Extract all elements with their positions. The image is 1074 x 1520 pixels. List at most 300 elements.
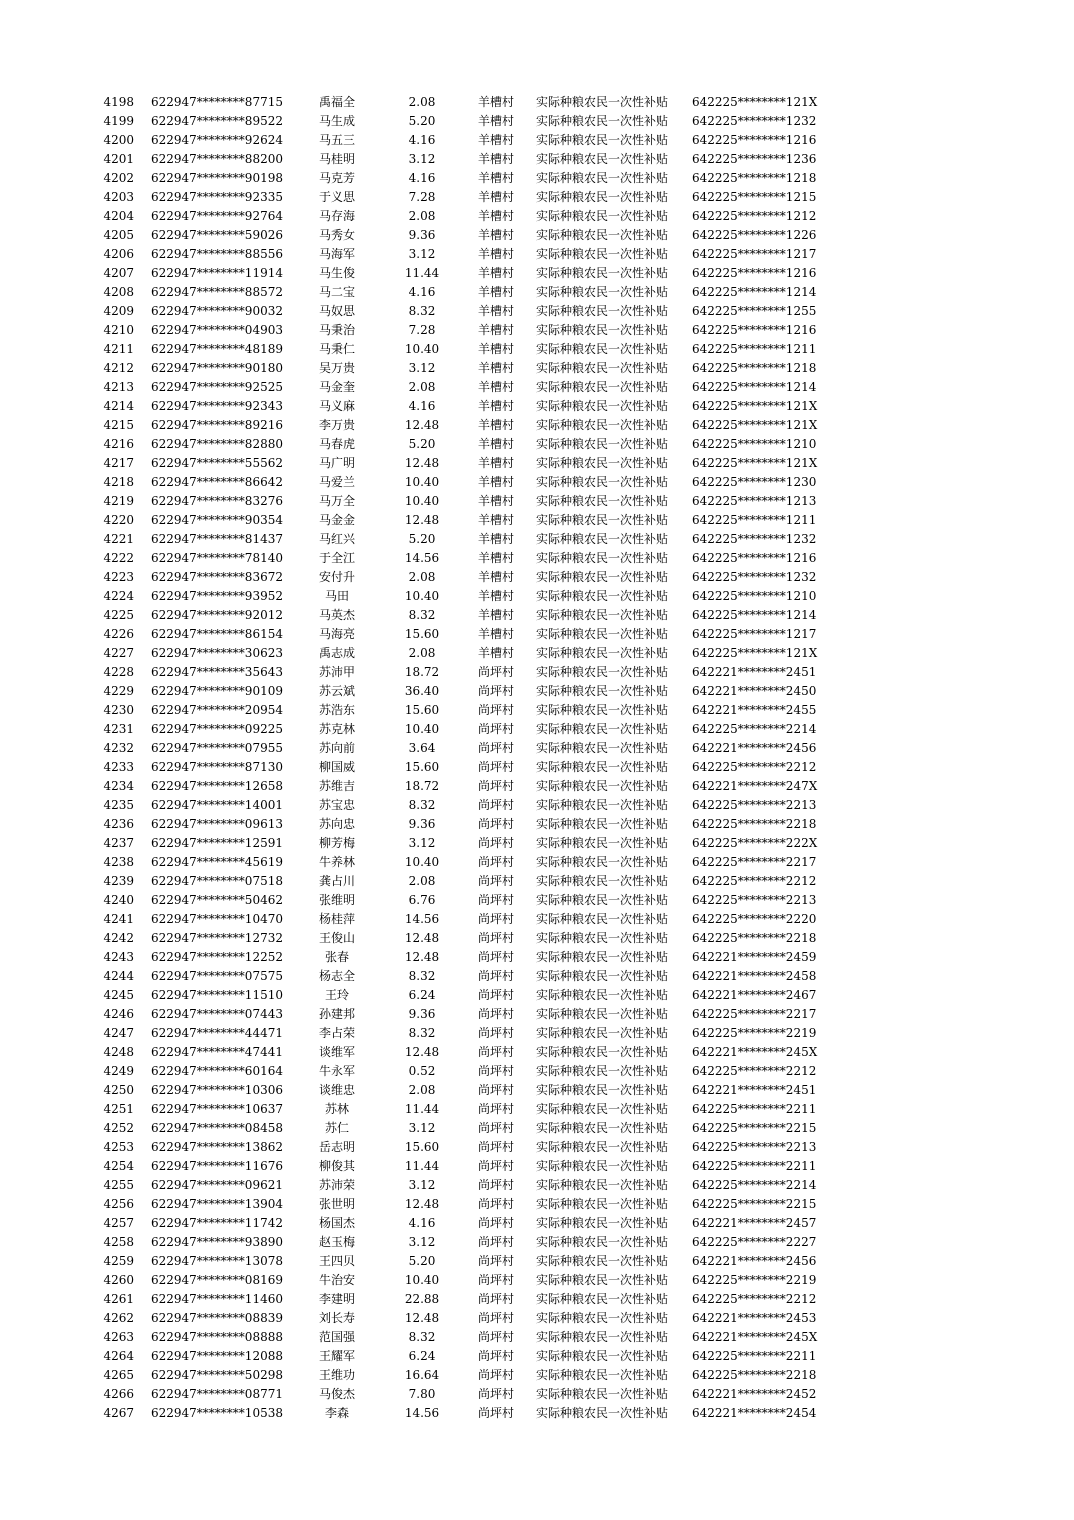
row-number: 4232 bbox=[103, 741, 134, 755]
subsidy-type: 实际种粮农民一次性补贴 bbox=[536, 1330, 669, 1344]
farmer-name: 张世明 bbox=[318, 1197, 355, 1211]
account-number: 622947********87130 bbox=[151, 760, 283, 774]
row-number: 4214 bbox=[103, 399, 134, 413]
village-name: 尚坪村 bbox=[477, 1387, 514, 1401]
subsidy-amount: 12.48 bbox=[404, 456, 440, 470]
subsidy-type: 实际种粮农民一次性补贴 bbox=[536, 874, 669, 888]
subsidy-type: 实际种粮农民一次性补贴 bbox=[536, 171, 669, 185]
table-row bbox=[0, 93, 1074, 112]
id-number: 642225********1214 bbox=[692, 285, 817, 299]
account-number: 622947********78140 bbox=[151, 551, 283, 565]
farmer-name: 苏仁 bbox=[324, 1121, 349, 1135]
subsidy-amount: 12.48 bbox=[404, 1045, 440, 1059]
id-number: 642225********2213 bbox=[692, 1140, 817, 1154]
row-number: 4252 bbox=[103, 1121, 134, 1135]
subsidy-amount: 4.16 bbox=[408, 133, 436, 147]
row-number: 4207 bbox=[103, 266, 134, 280]
subsidy-type: 实际种粮农民一次性补贴 bbox=[536, 570, 669, 584]
row-number: 4204 bbox=[103, 209, 134, 223]
account-number: 622947********88556 bbox=[151, 247, 283, 261]
table-row bbox=[0, 1024, 1074, 1043]
subsidy-amount: 10.40 bbox=[404, 1273, 440, 1287]
table-row bbox=[0, 1157, 1074, 1176]
farmer-name: 王俊山 bbox=[318, 931, 355, 945]
village-name: 羊槽村 bbox=[477, 190, 514, 204]
farmer-name: 马二宝 bbox=[318, 285, 355, 299]
farmer-name: 王耀军 bbox=[318, 1349, 355, 1363]
subsidy-amount: 8.32 bbox=[408, 969, 436, 983]
subsidy-amount: 18.72 bbox=[404, 665, 440, 679]
account-number: 622947********10306 bbox=[151, 1083, 283, 1097]
village-name: 羊槽村 bbox=[477, 551, 514, 565]
subsidy-type: 实际种粮农民一次性补贴 bbox=[536, 893, 669, 907]
subsidy-amount: 2.08 bbox=[408, 209, 436, 223]
account-number: 622947********09621 bbox=[151, 1178, 283, 1192]
id-number: 642225********2212 bbox=[692, 1064, 817, 1078]
table-row bbox=[0, 739, 1074, 758]
village-name: 尚坪村 bbox=[477, 1197, 514, 1211]
row-number: 4253 bbox=[103, 1140, 134, 1154]
farmer-name: 孙建邦 bbox=[318, 1007, 355, 1021]
village-name: 尚坪村 bbox=[477, 817, 514, 831]
village-name: 羊槽村 bbox=[477, 437, 514, 451]
farmer-name: 赵玉梅 bbox=[318, 1235, 355, 1249]
village-name: 尚坪村 bbox=[477, 1026, 514, 1040]
village-name: 羊槽村 bbox=[477, 494, 514, 508]
subsidy-amount: 3.12 bbox=[408, 836, 436, 850]
village-name: 羊槽村 bbox=[477, 342, 514, 356]
village-name: 尚坪村 bbox=[477, 874, 514, 888]
row-number: 4215 bbox=[103, 418, 134, 432]
farmer-name: 张春 bbox=[324, 950, 349, 964]
village-name: 尚坪村 bbox=[477, 1254, 514, 1268]
row-number: 4202 bbox=[103, 171, 134, 185]
village-name: 尚坪村 bbox=[477, 988, 514, 1002]
subsidy-type: 实际种粮农民一次性补贴 bbox=[536, 646, 669, 660]
subsidy-type: 实际种粮农民一次性补贴 bbox=[536, 1216, 669, 1230]
village-name: 羊槽村 bbox=[477, 513, 514, 527]
subsidy-amount: 9.36 bbox=[408, 228, 436, 242]
account-number: 622947********90109 bbox=[151, 684, 283, 698]
village-name: 尚坪村 bbox=[477, 760, 514, 774]
table-row bbox=[0, 834, 1074, 853]
id-number: 642221********247X bbox=[692, 779, 818, 793]
subsidy-type: 实际种粮农民一次性补贴 bbox=[536, 361, 669, 375]
subsidy-amount: 10.40 bbox=[404, 494, 440, 508]
farmer-name: 马义麻 bbox=[318, 399, 355, 413]
subsidy-amount: 7.28 bbox=[408, 190, 436, 204]
farmer-name: 禹志成 bbox=[318, 646, 355, 660]
village-name: 尚坪村 bbox=[477, 1273, 514, 1287]
row-number: 4255 bbox=[103, 1178, 134, 1192]
subsidy-amount: 9.36 bbox=[408, 1007, 436, 1021]
subsidy-amount: 3.12 bbox=[408, 152, 436, 166]
subsidy-amount: 14.56 bbox=[404, 1406, 440, 1420]
row-number: 4245 bbox=[103, 988, 134, 1002]
account-number: 622947********13078 bbox=[151, 1254, 283, 1268]
account-number: 622947********13904 bbox=[151, 1197, 283, 1211]
subsidy-type: 实际种粮农民一次性补贴 bbox=[536, 456, 669, 470]
village-name: 尚坪村 bbox=[477, 1102, 514, 1116]
village-name: 羊槽村 bbox=[477, 589, 514, 603]
account-number: 622947********20954 bbox=[151, 703, 283, 717]
subsidy-table bbox=[0, 93, 1074, 1423]
village-name: 羊槽村 bbox=[477, 418, 514, 432]
account-number: 622947********60164 bbox=[151, 1064, 283, 1078]
village-name: 尚坪村 bbox=[477, 1330, 514, 1344]
subsidy-amount: 12.48 bbox=[404, 418, 440, 432]
farmer-name: 岳志明 bbox=[318, 1140, 355, 1154]
subsidy-amount: 15.60 bbox=[404, 1140, 440, 1154]
table-row bbox=[0, 758, 1074, 777]
subsidy-type: 实际种粮农民一次性补贴 bbox=[536, 494, 669, 508]
village-name: 羊槽村 bbox=[477, 114, 514, 128]
subsidy-amount: 2.08 bbox=[408, 874, 436, 888]
table-row bbox=[0, 549, 1074, 568]
account-number: 622947********08771 bbox=[151, 1387, 283, 1401]
table-row bbox=[0, 1366, 1074, 1385]
farmer-name: 安付升 bbox=[318, 570, 355, 584]
row-number: 4198 bbox=[103, 95, 134, 109]
row-number: 4261 bbox=[103, 1292, 134, 1306]
row-number: 4241 bbox=[103, 912, 134, 926]
account-number: 622947********07575 bbox=[151, 969, 283, 983]
id-number: 642225********2218 bbox=[692, 1368, 817, 1382]
subsidy-amount: 12.48 bbox=[404, 513, 440, 527]
account-number: 622947********93952 bbox=[151, 589, 283, 603]
village-name: 羊槽村 bbox=[477, 285, 514, 299]
row-number: 4229 bbox=[103, 684, 134, 698]
farmer-name: 龚占川 bbox=[318, 874, 355, 888]
id-number: 642225********2217 bbox=[692, 1007, 817, 1021]
row-number: 4265 bbox=[103, 1368, 134, 1382]
row-number: 4246 bbox=[103, 1007, 134, 1021]
village-name: 尚坪村 bbox=[477, 969, 514, 983]
id-number: 642225********1216 bbox=[692, 551, 817, 565]
subsidy-type: 实际种粮农民一次性补贴 bbox=[536, 817, 669, 831]
subsidy-amount: 11.44 bbox=[404, 1159, 440, 1173]
subsidy-amount: 2.08 bbox=[408, 380, 436, 394]
account-number: 622947********30623 bbox=[151, 646, 283, 660]
account-number: 622947********92525 bbox=[151, 380, 283, 394]
subsidy-amount: 7.80 bbox=[408, 1387, 436, 1401]
row-number: 4201 bbox=[103, 152, 134, 166]
subsidy-type: 实际种粮农民一次性补贴 bbox=[536, 931, 669, 945]
village-name: 尚坪村 bbox=[477, 1007, 514, 1021]
subsidy-amount: 10.40 bbox=[404, 855, 440, 869]
subsidy-type: 实际种粮农民一次性补贴 bbox=[536, 513, 669, 527]
id-number: 642225********2217 bbox=[692, 855, 817, 869]
farmer-name: 苏浩东 bbox=[318, 703, 355, 717]
subsidy-type: 实际种粮农民一次性补贴 bbox=[536, 589, 669, 603]
village-name: 尚坪村 bbox=[477, 1083, 514, 1097]
subsidy-amount: 3.64 bbox=[408, 741, 436, 755]
subsidy-type: 实际种粮农民一次性补贴 bbox=[536, 190, 669, 204]
subsidy-type: 实际种粮农民一次性补贴 bbox=[536, 551, 669, 565]
row-number: 4254 bbox=[103, 1159, 134, 1173]
id-number: 642225********1216 bbox=[692, 323, 817, 337]
subsidy-amount: 11.44 bbox=[404, 1102, 440, 1116]
id-number: 642221********2456 bbox=[692, 1254, 817, 1268]
id-number: 642225********2219 bbox=[692, 1273, 817, 1287]
row-number: 4236 bbox=[103, 817, 134, 831]
subsidy-type: 实际种粮农民一次性补贴 bbox=[536, 969, 669, 983]
id-number: 642225********2213 bbox=[692, 893, 817, 907]
table-row bbox=[0, 1271, 1074, 1290]
subsidy-type: 实际种粮农民一次性补贴 bbox=[536, 399, 669, 413]
village-name: 尚坪村 bbox=[477, 1406, 514, 1420]
account-number: 622947********89522 bbox=[151, 114, 283, 128]
account-number: 622947********11510 bbox=[151, 988, 283, 1002]
table-row bbox=[0, 625, 1074, 644]
account-number: 622947********92012 bbox=[151, 608, 283, 622]
village-name: 尚坪村 bbox=[477, 1045, 514, 1059]
id-number: 642225********1212 bbox=[692, 209, 817, 223]
account-number: 622947********59026 bbox=[151, 228, 283, 242]
table-row bbox=[0, 1252, 1074, 1271]
subsidy-amount: 11.44 bbox=[404, 266, 440, 280]
farmer-name: 马田 bbox=[324, 589, 349, 603]
table-row bbox=[0, 644, 1074, 663]
table-row bbox=[0, 568, 1074, 587]
account-number: 622947********11676 bbox=[151, 1159, 283, 1173]
subsidy-type: 实际种粮农民一次性补贴 bbox=[536, 1406, 669, 1420]
row-number: 4222 bbox=[103, 551, 134, 565]
table-row bbox=[0, 302, 1074, 321]
farmer-name: 马广明 bbox=[318, 456, 355, 470]
table-row bbox=[0, 188, 1074, 207]
village-name: 尚坪村 bbox=[477, 1178, 514, 1192]
subsidy-amount: 5.20 bbox=[408, 1254, 436, 1268]
id-number: 642225********1215 bbox=[692, 190, 817, 204]
id-number: 642225********2211 bbox=[692, 1349, 817, 1363]
farmer-name: 杨国杰 bbox=[318, 1216, 355, 1230]
subsidy-amount: 15.60 bbox=[404, 627, 440, 641]
farmer-name: 刘长寿 bbox=[318, 1311, 355, 1325]
id-number: 642225********121X bbox=[692, 418, 818, 432]
village-name: 尚坪村 bbox=[477, 893, 514, 907]
village-name: 尚坪村 bbox=[477, 741, 514, 755]
village-name: 尚坪村 bbox=[477, 779, 514, 793]
account-number: 622947********07955 bbox=[151, 741, 283, 755]
account-number: 622947********45619 bbox=[151, 855, 283, 869]
id-number: 642225********1213 bbox=[692, 494, 817, 508]
table-row bbox=[0, 1328, 1074, 1347]
table-row bbox=[0, 245, 1074, 264]
table-row bbox=[0, 796, 1074, 815]
farmer-name: 李占荣 bbox=[318, 1026, 355, 1040]
subsidy-amount: 4.16 bbox=[408, 399, 436, 413]
subsidy-amount: 3.12 bbox=[408, 361, 436, 375]
id-number: 642221********2451 bbox=[692, 665, 817, 679]
subsidy-amount: 9.36 bbox=[408, 817, 436, 831]
account-number: 622947********92343 bbox=[151, 399, 283, 413]
id-number: 642225********2227 bbox=[692, 1235, 817, 1249]
subsidy-type: 实际种粮农民一次性补贴 bbox=[536, 665, 669, 679]
subsidy-type: 实际种粮农民一次性补贴 bbox=[536, 608, 669, 622]
subsidy-type: 实际种粮农民一次性补贴 bbox=[536, 1102, 669, 1116]
farmer-name: 马俊杰 bbox=[318, 1387, 355, 1401]
account-number: 622947********07443 bbox=[151, 1007, 283, 1021]
farmer-name: 苏沛甲 bbox=[318, 665, 355, 679]
subsidy-amount: 5.20 bbox=[408, 114, 436, 128]
subsidy-type: 实际种粮农民一次性补贴 bbox=[536, 95, 669, 109]
table-row bbox=[0, 511, 1074, 530]
farmer-name: 柳芳梅 bbox=[318, 836, 355, 850]
id-number: 642225********2212 bbox=[692, 760, 817, 774]
table-row bbox=[0, 986, 1074, 1005]
village-name: 羊槽村 bbox=[477, 361, 514, 375]
table-row bbox=[0, 720, 1074, 739]
farmer-name: 于义思 bbox=[318, 190, 355, 204]
village-name: 羊槽村 bbox=[477, 399, 514, 413]
farmer-name: 柳俊其 bbox=[318, 1159, 355, 1173]
village-name: 羊槽村 bbox=[477, 152, 514, 166]
farmer-name: 王维功 bbox=[318, 1368, 355, 1382]
id-number: 642225********1236 bbox=[692, 152, 817, 166]
id-number: 642225********1226 bbox=[692, 228, 817, 242]
account-number: 622947********12591 bbox=[151, 836, 283, 850]
row-number: 4240 bbox=[103, 893, 134, 907]
farmer-name: 杨志全 bbox=[318, 969, 355, 983]
subsidy-type: 实际种粮农民一次性补贴 bbox=[536, 228, 669, 242]
id-number: 642225********2218 bbox=[692, 817, 817, 831]
row-number: 4213 bbox=[103, 380, 134, 394]
account-number: 622947********50298 bbox=[151, 1368, 283, 1382]
account-number: 622947********11460 bbox=[151, 1292, 283, 1306]
table-row bbox=[0, 663, 1074, 682]
id-number: 642225********1210 bbox=[692, 437, 817, 451]
subsidy-amount: 5.20 bbox=[408, 532, 436, 546]
account-number: 622947********48189 bbox=[151, 342, 283, 356]
account-number: 622947********50462 bbox=[151, 893, 283, 907]
subsidy-type: 实际种粮农民一次性补贴 bbox=[536, 152, 669, 166]
row-number: 4263 bbox=[103, 1330, 134, 1344]
table-row bbox=[0, 283, 1074, 302]
table-row bbox=[0, 587, 1074, 606]
farmer-name: 马秀女 bbox=[318, 228, 355, 242]
village-name: 尚坪村 bbox=[477, 855, 514, 869]
farmer-name: 李森 bbox=[324, 1406, 349, 1420]
table-row bbox=[0, 131, 1074, 150]
table-row bbox=[0, 378, 1074, 397]
village-name: 羊槽村 bbox=[477, 532, 514, 546]
village-name: 尚坪村 bbox=[477, 684, 514, 698]
subsidy-amount: 8.32 bbox=[408, 304, 436, 318]
table-row bbox=[0, 321, 1074, 340]
subsidy-type: 实际种粮农民一次性补贴 bbox=[536, 133, 669, 147]
farmer-name: 王玲 bbox=[324, 988, 349, 1002]
id-number: 642225********1218 bbox=[692, 361, 817, 375]
account-number: 622947********09613 bbox=[151, 817, 283, 831]
farmer-name: 马爱兰 bbox=[318, 475, 355, 489]
row-number: 4220 bbox=[103, 513, 134, 527]
subsidy-type: 实际种粮农民一次性补贴 bbox=[536, 266, 669, 280]
subsidy-amount: 15.60 bbox=[404, 760, 440, 774]
subsidy-type: 实际种粮农民一次性补贴 bbox=[536, 1292, 669, 1306]
farmer-name: 马万全 bbox=[318, 494, 355, 508]
subsidy-type: 实际种粮农民一次性补贴 bbox=[536, 741, 669, 755]
subsidy-amount: 8.32 bbox=[408, 608, 436, 622]
table-row bbox=[0, 1138, 1074, 1157]
account-number: 622947********14001 bbox=[151, 798, 283, 812]
account-number: 622947********35643 bbox=[151, 665, 283, 679]
subsidy-type: 实际种粮农民一次性补贴 bbox=[536, 1197, 669, 1211]
subsidy-amount: 4.16 bbox=[408, 171, 436, 185]
id-number: 642221********245X bbox=[692, 1330, 818, 1344]
id-number: 642225********1232 bbox=[692, 570, 817, 584]
id-number: 642225********1255 bbox=[692, 304, 817, 318]
account-number: 622947********08839 bbox=[151, 1311, 283, 1325]
row-number: 4218 bbox=[103, 475, 134, 489]
farmer-name: 禹福全 bbox=[318, 95, 355, 109]
account-number: 622947********88572 bbox=[151, 285, 283, 299]
row-number: 4244 bbox=[103, 969, 134, 983]
account-number: 622947********82880 bbox=[151, 437, 283, 451]
row-number: 4239 bbox=[103, 874, 134, 888]
subsidy-amount: 3.12 bbox=[408, 247, 436, 261]
row-number: 4251 bbox=[103, 1102, 134, 1116]
farmer-name: 苏云斌 bbox=[318, 684, 355, 698]
account-number: 622947********88200 bbox=[151, 152, 283, 166]
id-number: 642225********222X bbox=[692, 836, 818, 850]
id-number: 642225********2212 bbox=[692, 1292, 817, 1306]
table-row bbox=[0, 606, 1074, 625]
id-number: 642225********1211 bbox=[692, 342, 817, 356]
subsidy-type: 实际种粮农民一次性补贴 bbox=[536, 1064, 669, 1078]
village-name: 羊槽村 bbox=[477, 380, 514, 394]
farmer-name: 吴万贵 bbox=[318, 361, 355, 375]
farmer-name: 马海军 bbox=[318, 247, 355, 261]
id-number: 642225********1230 bbox=[692, 475, 817, 489]
village-name: 尚坪村 bbox=[477, 931, 514, 945]
subsidy-amount: 5.20 bbox=[408, 437, 436, 451]
subsidy-amount: 14.56 bbox=[404, 551, 440, 565]
farmer-name: 马海亮 bbox=[318, 627, 355, 641]
subsidy-amount: 10.40 bbox=[404, 589, 440, 603]
account-number: 622947********11914 bbox=[151, 266, 283, 280]
subsidy-amount: 2.08 bbox=[408, 1083, 436, 1097]
village-name: 羊槽村 bbox=[477, 247, 514, 261]
row-number: 4231 bbox=[103, 722, 134, 736]
table-row bbox=[0, 1081, 1074, 1100]
row-number: 4212 bbox=[103, 361, 134, 375]
account-number: 622947********12088 bbox=[151, 1349, 283, 1363]
subsidy-amount: 16.64 bbox=[404, 1368, 440, 1382]
account-number: 622947********87715 bbox=[151, 95, 283, 109]
table-row bbox=[0, 454, 1074, 473]
row-number: 4217 bbox=[103, 456, 134, 470]
village-name: 尚坪村 bbox=[477, 1159, 514, 1173]
id-number: 642221********2459 bbox=[692, 950, 817, 964]
account-number: 622947********83276 bbox=[151, 494, 283, 508]
table-row bbox=[0, 264, 1074, 283]
id-number: 642225********121X bbox=[692, 95, 818, 109]
farmer-name: 柳国威 bbox=[318, 760, 355, 774]
account-number: 622947********09225 bbox=[151, 722, 283, 736]
id-number: 642225********1232 bbox=[692, 114, 817, 128]
table-row bbox=[0, 169, 1074, 188]
farmer-name: 李建明 bbox=[318, 1292, 355, 1306]
id-number: 642221********2453 bbox=[692, 1311, 817, 1325]
table-row bbox=[0, 1043, 1074, 1062]
id-number: 642225********1217 bbox=[692, 627, 817, 641]
table-row bbox=[0, 1347, 1074, 1366]
village-name: 羊槽村 bbox=[477, 171, 514, 185]
id-number: 642225********2219 bbox=[692, 1026, 817, 1040]
subsidy-type: 实际种粮农民一次性补贴 bbox=[536, 342, 669, 356]
id-number: 642225********121X bbox=[692, 456, 818, 470]
